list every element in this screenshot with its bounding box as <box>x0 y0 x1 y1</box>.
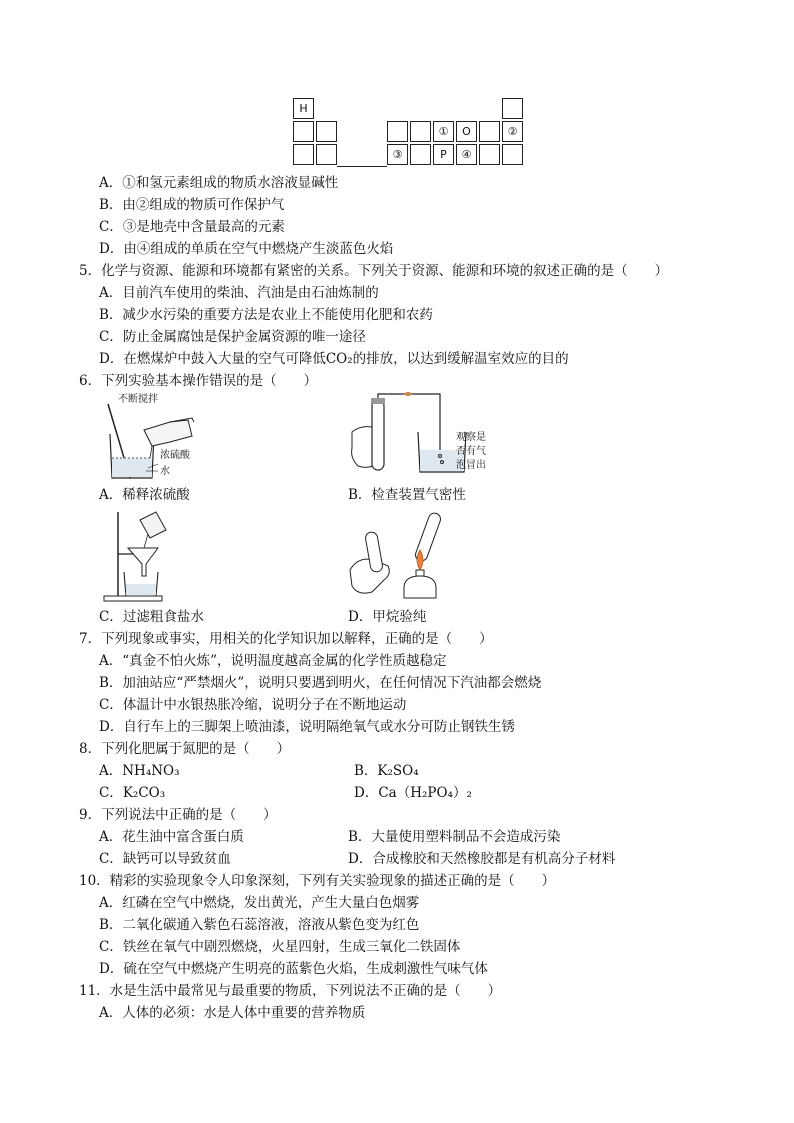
q4-option-c: C．③是地壳中含量最高的元素 <box>99 219 285 235</box>
fig-label-water: 水 <box>160 466 170 477</box>
periodic-table-fragment <box>293 98 533 168</box>
q7-option-d: D．自行车上的三脚架上喷油漆，说明隔绝氧气或水分可防止钢铁生锈 <box>99 719 515 735</box>
q8-option-a: A．NH₄NO₃ <box>99 763 180 779</box>
pt-cell-1: ① <box>433 121 454 142</box>
pt-cell <box>479 121 500 142</box>
q5-option-b: B．减少水污染的重要方法是农业上不能使用化肥和农药 <box>99 307 433 323</box>
fig-label-observe-1: 观察是 <box>456 432 486 443</box>
pt-cell <box>502 144 523 165</box>
pt-cell <box>316 121 337 142</box>
q11-option-a: A．人体的必须：水是人体中重要的营养物质 <box>99 1005 366 1021</box>
q8-stem: 8．下列化肥属于氮肥的是（ ） <box>79 741 291 757</box>
q7-option-b: B．加油站应“严禁烟火”，说明只要遇到明火，在任何情况下汽油都会燃烧 <box>99 675 542 691</box>
q6-option-d: D．甲烷验纯 <box>348 609 427 625</box>
q6-stem: 6．下列实验基本操作错误的是（ ） <box>79 373 318 389</box>
pt-cell-3: ③ <box>387 144 408 165</box>
q9-option-c: C．缺钙可以导致贫血 <box>99 851 231 867</box>
pt-cell-o: O <box>456 121 477 142</box>
q9-option-b: B．大量使用塑料制品不会造成污染 <box>348 829 561 845</box>
pt-cell <box>293 121 314 142</box>
pt-cell-h: H <box>293 98 314 119</box>
pt-cell-2: ② <box>502 121 523 142</box>
q4-option-b: B．由②组成的物质可作保护气 <box>99 197 285 213</box>
fig-label-stir: 不断搅拌 <box>118 394 158 405</box>
pt-gap-line <box>337 166 387 167</box>
pt-cell <box>502 98 523 119</box>
pt-cell <box>387 121 408 142</box>
pt-cell <box>410 121 431 142</box>
q11-stem: 11．水是生活中最常见与最重要的物质，下列说法不正确的是（ ） <box>79 983 502 999</box>
q9-option-d: D．合成橡胶和天然橡胶都是有机高分子材料 <box>348 851 616 867</box>
q5-option-d: D．在燃煤炉中鼓入大量的空气可降低CO₂的排放，以达到缓解温室效应的目的 <box>99 351 569 367</box>
q6-option-a: A．稀释浓硫酸 <box>99 487 190 503</box>
q4-option-a: A．①和氢元素组成的物质水溶液显碱性 <box>99 175 339 191</box>
q7-option-a: A．“真金不怕火炼”，说明温度越高金属的化学性质越稳定 <box>99 653 447 669</box>
q10-option-a: A．红磷在空气中燃烧，发出黄光，产生大量白色烟雾 <box>99 895 420 911</box>
q6-option-c: C．过滤粗食盐水 <box>99 609 204 625</box>
q8-option-b: B．K₂SO₄ <box>354 763 419 779</box>
pt-cell <box>410 144 431 165</box>
fig-label-observe-2: 否有气 <box>456 446 486 457</box>
fig-label-observe-3: 泡冒出 <box>456 460 486 471</box>
fig-label-acid: 浓硫酸 <box>160 450 190 461</box>
figure-dilute-acid <box>100 392 210 482</box>
q6-option-b: B．检查装置气密性 <box>348 487 466 503</box>
figure-methane-test <box>348 510 458 604</box>
pt-cell-4: ④ <box>456 144 477 165</box>
pt-cell <box>316 144 337 165</box>
q10-option-b: B．二氧化碳通入紫色石蕊溶液，溶液从紫色变为红色 <box>99 917 420 933</box>
q9-option-a: A．花生油中富含蛋白质 <box>99 829 244 845</box>
q7-option-c: C．体温计中水银热胀冷缩，说明分子在不断地运动 <box>99 697 407 713</box>
q10-option-d: D．硫在空气中燃烧产生明亮的蓝紫色火焰，生成刺激性气味气体 <box>99 961 488 977</box>
q9-stem: 9．下列说法中正确的是（ ） <box>79 807 277 823</box>
pt-cell-p: P <box>433 144 454 165</box>
q5-stem: 5．化学与资源、能源和环境都有紧密的关系。下列关于资源、能源和环境的叙述正确的是（ ） <box>79 263 669 279</box>
q8-option-d: D．Ca（H₂PO₄）₂ <box>354 785 472 801</box>
figure-filtration <box>100 508 180 604</box>
pt-cell <box>479 144 500 165</box>
q7-stem: 7．下列现象或事实，用相关的化学知识加以解释，正确的是（ ） <box>79 631 493 647</box>
q4-option-d: D．由④组成的单质在空气中燃烧产生淡蓝色火焰 <box>99 241 394 257</box>
q5-option-c: C．防止金属腐蚀是保护金属资源的唯一途径 <box>99 329 366 345</box>
q10-stem: 10．精彩的实验现象令人印象深刻，下列有关实验现象的描述正确的是（ ） <box>79 873 556 889</box>
q10-option-c: C．铁丝在氧气中剧烈燃烧，火星四射，生成三氧化二铁固体 <box>99 939 461 955</box>
pt-cell <box>293 144 314 165</box>
figure-airtightness <box>348 392 508 482</box>
q8-option-c: C．K₂CO₃ <box>99 785 166 801</box>
q5-option-a: A．目前汽车使用的柴油、汽油是由石油炼制的 <box>99 285 379 301</box>
